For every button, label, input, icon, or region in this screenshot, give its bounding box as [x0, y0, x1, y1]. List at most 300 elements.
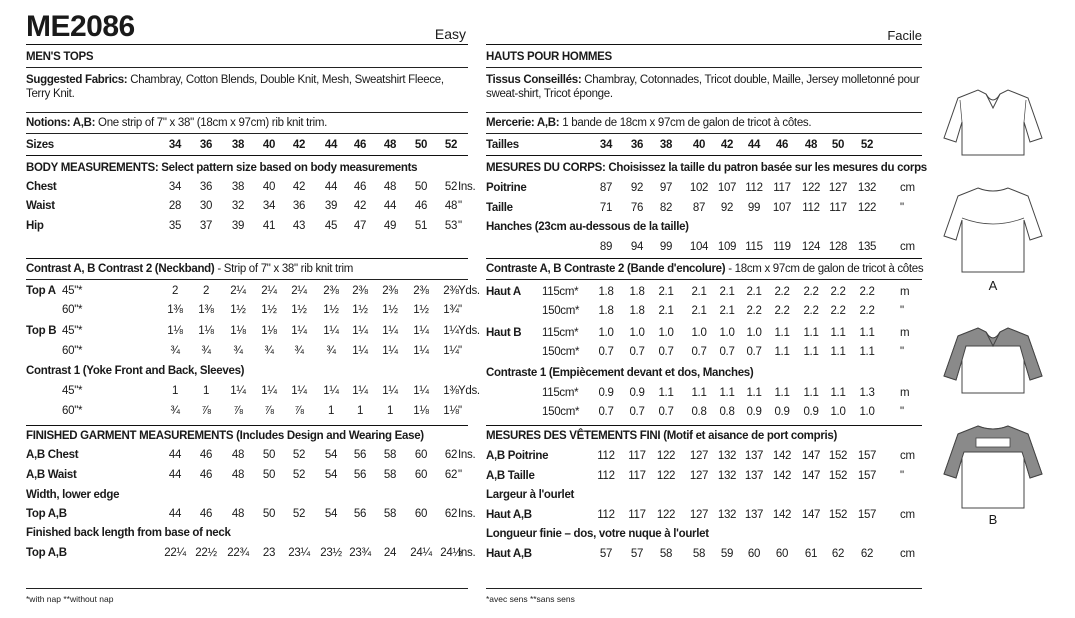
size-value: 36: [292, 200, 306, 212]
size-value: 107: [772, 202, 792, 214]
size-value: 60: [747, 548, 761, 560]
size-value: 2.2: [774, 305, 790, 317]
category-heading-label: MEN'S TOPS: [26, 51, 94, 63]
size-value: 49: [383, 220, 397, 232]
size-value: 56: [353, 469, 367, 481]
size-value: 1⅜: [443, 385, 459, 397]
size-value: 2.1: [691, 305, 707, 317]
suggested-fabrics-label: Suggested Fabrics:: [26, 74, 128, 86]
size-value: 117: [628, 450, 646, 462]
size-value: 62: [444, 469, 458, 481]
size-value: 112: [597, 450, 615, 462]
size-value: 1¼: [230, 385, 246, 397]
size-value: 23¾: [349, 547, 371, 559]
divider-rule: [486, 67, 922, 68]
yardage-row-label: Haut A: [486, 286, 521, 298]
divider-rule: [26, 155, 468, 156]
size-value: 97: [659, 182, 673, 194]
size-value: 0.7: [598, 406, 614, 418]
size-value: 112: [745, 182, 763, 194]
finished-row-unit: ": [900, 470, 904, 482]
length-heading-label: Longueur finie – dos, votre nuque à l'ourlet: [486, 528, 709, 540]
size-value: 1⅛: [167, 325, 183, 337]
contrast-ab-heading-label: Contraste A, B Contraste 2 (Bande d'encolure): [486, 263, 726, 275]
size-value: 34: [168, 181, 182, 193]
size-value: 40: [262, 181, 276, 193]
size-value: 39: [231, 220, 245, 232]
size-value: 1.1: [803, 327, 819, 339]
yardage-row-fabric-width: 45"*: [62, 325, 83, 337]
size-value: 2: [202, 285, 210, 297]
body-row-unit: ": [900, 202, 904, 214]
size-value: 1¼: [413, 345, 429, 357]
size-value: 23: [262, 547, 276, 559]
size-value: 142: [772, 450, 792, 462]
size-value: 1½: [323, 304, 339, 316]
size-value: 0.7: [658, 346, 674, 358]
yardage-row-fabric-width: 60"*: [62, 345, 83, 357]
difficulty-level: Easy: [434, 26, 466, 42]
size-value: 45: [324, 220, 338, 232]
yardage-row-unit: ": [458, 345, 462, 357]
size-value: ¾: [201, 345, 211, 357]
size-value: 147: [801, 470, 821, 482]
finished-row-label: A,B Chest: [26, 449, 79, 461]
size-value: 62: [860, 548, 874, 560]
finished-row-unit: cm: [900, 450, 915, 462]
size-value: ⅞: [294, 405, 304, 417]
finished-heading: [486, 429, 922, 443]
size-value: 1½: [352, 304, 368, 316]
size-value: 1.0: [719, 327, 735, 339]
size-header: 50: [831, 139, 845, 151]
divider-rule: [486, 44, 922, 45]
body-measurements-heading-label: MESURES DU CORPS: Choisissez la taille du patron basée sur les mesures du corps: [486, 162, 927, 174]
pattern-number: ME2086: [26, 10, 135, 43]
size-value: 137: [744, 450, 764, 462]
size-value: 112: [802, 202, 820, 214]
size-value: 157: [857, 509, 877, 521]
size-value: 142: [772, 509, 792, 521]
size-value: 1.8: [629, 305, 645, 317]
size-value: 2.1: [658, 305, 674, 317]
size-value: 1.1: [859, 346, 875, 358]
size-value: 1.8: [598, 286, 614, 298]
size-value: 62: [444, 508, 458, 520]
size-value: 54: [324, 469, 338, 481]
size-value: 42: [353, 200, 367, 212]
size-value: 46: [414, 200, 428, 212]
size-value: 48: [231, 508, 245, 520]
divider-rule: [26, 588, 468, 589]
finished-heading-label: FINISHED GARMENT MEASUREMENTS (Includes Design and Wearing Ease): [26, 430, 424, 442]
body-row-label: Hip: [26, 220, 44, 232]
size-value: 0.7: [629, 406, 645, 418]
size-value: 46: [199, 449, 213, 461]
size-value: 0.7: [658, 406, 674, 418]
size-value: 0.7: [691, 346, 707, 358]
divider-rule: [26, 67, 468, 68]
size-value: 50: [262, 449, 276, 461]
body-row-label: Poitrine: [486, 182, 527, 194]
size-value: 1: [327, 405, 335, 417]
size-value: 1.1: [803, 346, 819, 358]
size-value: ¾: [264, 345, 274, 357]
size-value: 58: [659, 548, 673, 560]
size-value: 122: [656, 470, 676, 482]
size-value: 52: [292, 469, 306, 481]
size-value: 2.1: [658, 286, 674, 298]
body-row-unit: Ins.: [458, 181, 476, 193]
divider-rule: [486, 258, 922, 259]
size-value: 1⅛: [198, 325, 214, 337]
length-row-label: Haut A,B: [486, 548, 532, 560]
size-value: 47: [353, 220, 367, 232]
size-value: 52: [444, 181, 458, 193]
size-value: 41: [262, 220, 276, 232]
contrast-1-heading-label: Contraste 1 (Empiècement devant et dos, Manches): [486, 367, 754, 379]
size-value: 2.2: [774, 286, 790, 298]
size-value: 1¼: [382, 345, 398, 357]
size-value: 48: [231, 469, 245, 481]
size-value: 1.1: [830, 327, 846, 339]
size-value: 127: [689, 450, 709, 462]
contrast-1-row-unit: Yds.: [458, 385, 480, 397]
size-value: 42: [292, 181, 306, 193]
size-value: 1.1: [830, 387, 846, 399]
category-heading-label: HAUTS POUR HOMMES: [486, 51, 612, 63]
size-value: 1.0: [746, 327, 762, 339]
size-value: 117: [829, 202, 847, 214]
size-value: 1½: [261, 304, 277, 316]
size-value: ⅞: [233, 405, 243, 417]
size-value: 152: [828, 509, 848, 521]
size-value: 23¼: [288, 547, 310, 559]
divider-rule: [26, 112, 468, 113]
garment-illustrations: [938, 0, 1048, 613]
length-heading: [486, 527, 922, 541]
size-header: 44: [747, 139, 761, 151]
suggested-fabrics-label: Tissus Conseillés:: [486, 74, 582, 86]
hip-heading: [486, 220, 922, 234]
size-value: 56: [353, 449, 367, 461]
view-a-back-sketch: [944, 188, 1042, 272]
size-value: 44: [383, 200, 397, 212]
body-measurements-heading-label: BODY MEASUREMENTS: Select pattern size based on body measurements: [26, 162, 418, 174]
size-header: 38: [659, 139, 673, 151]
size-value: 57: [630, 548, 644, 560]
size-header: 52: [860, 139, 874, 151]
yardage-row-fabric-width: 45"*: [62, 285, 83, 297]
contrast-1-row-fabric-width: 45"*: [62, 385, 83, 397]
finished-heading: [26, 429, 468, 443]
notions-label: Mercerie: A,B:: [486, 117, 560, 129]
size-value: 1⅛: [230, 325, 246, 337]
size-value: 1¼: [382, 325, 398, 337]
size-header: 48: [804, 139, 818, 151]
size-value: 122: [656, 509, 676, 521]
notions: [26, 116, 468, 130]
difficulty-level: Facile: [887, 28, 922, 43]
contrast-ab-heading-text: - Strip of 7" x 38" rib knit trim: [217, 263, 354, 275]
contrast-ab-heading: [26, 262, 468, 276]
size-value: 1.1: [691, 387, 707, 399]
size-header: 46: [775, 139, 789, 151]
size-value: 36: [199, 181, 213, 193]
finished-row-label: A,B Waist: [26, 469, 77, 481]
finished-row-unit: ": [458, 469, 462, 481]
size-value: 0.9: [629, 387, 645, 399]
size-value: 62: [444, 449, 458, 461]
size-value: 48: [383, 181, 397, 193]
size-value: 22¼: [164, 547, 186, 559]
size-value: ¾: [170, 345, 180, 357]
size-value: 51: [414, 220, 428, 232]
size-value: 2¼: [230, 285, 246, 297]
size-value: 1½: [230, 304, 246, 316]
size-value: 1½: [413, 304, 429, 316]
size-value: 50: [262, 469, 276, 481]
size-value: 56: [353, 508, 367, 520]
yardage-row-unit: Yds.: [458, 325, 480, 337]
divider-rule: [26, 44, 468, 45]
yardage-row-fabric-width: 115cm*: [542, 327, 579, 339]
size-value: 32: [231, 200, 245, 212]
size-value: 124: [801, 241, 821, 253]
body-row-label: Taille: [486, 202, 513, 214]
body-row-label: Chest: [26, 181, 57, 193]
size-value: 1: [356, 405, 364, 417]
size-value: 92: [720, 202, 734, 214]
length-row-unit: Ins.: [458, 547, 476, 559]
size-value: 2.1: [746, 286, 762, 298]
size-value: 1.0: [830, 406, 846, 418]
yardage-row-unit: ": [900, 346, 904, 358]
size-value: 137: [744, 470, 764, 482]
size-value: 58: [383, 449, 397, 461]
contrast-ab-heading-label: Contrast A, B Contrast 2 (Neckband): [26, 263, 215, 275]
size-value: 58: [692, 548, 706, 560]
width-heading-label: Width, lower edge: [26, 489, 120, 501]
size-value: 22½: [195, 547, 217, 559]
size-value: 54: [324, 508, 338, 520]
size-value: 62: [831, 548, 845, 560]
size-value: 1¼: [443, 325, 459, 337]
size-value: 119: [773, 241, 791, 253]
size-value: 61: [804, 548, 818, 560]
notions: [486, 116, 922, 130]
size-value: 1¼: [382, 385, 398, 397]
size-value: 1⅛: [261, 325, 277, 337]
size-header: 50: [414, 139, 428, 151]
contrast-1-row-fabric-width: 60"*: [62, 405, 83, 417]
size-value: ¾: [294, 345, 304, 357]
suggested-fabrics: [26, 73, 468, 101]
size-value: 2⅜: [323, 285, 339, 297]
length-row-unit: cm: [900, 548, 915, 560]
size-value: 112: [597, 509, 615, 521]
size-value: 60: [414, 508, 428, 520]
size-value: 50: [262, 508, 276, 520]
size-value: 157: [857, 470, 877, 482]
yardage-row-unit: ": [458, 304, 462, 316]
divider-rule: [26, 279, 468, 280]
size-value: 1⅛: [413, 405, 429, 417]
size-value: 1.1: [746, 387, 762, 399]
size-value: 87: [599, 182, 613, 194]
yardage-row-unit: Yds.: [458, 285, 480, 297]
size-header: 36: [630, 139, 644, 151]
size-header: 46: [353, 139, 367, 151]
size-value: 30: [199, 200, 213, 212]
size-value: 58: [383, 469, 397, 481]
size-value: 92: [630, 182, 644, 194]
size-value: 82: [659, 202, 673, 214]
size-value: 2⅜: [382, 285, 398, 297]
width-row-unit: Ins.: [458, 508, 476, 520]
size-value: 1½: [382, 304, 398, 316]
size-value: 117: [628, 470, 646, 482]
size-value: 102: [689, 182, 709, 194]
size-value: 147: [801, 509, 821, 521]
finished-row-label: A,B Poitrine: [486, 450, 549, 462]
size-value: 1¼: [413, 325, 429, 337]
notions-text: 1 bande de 18cm x 97cm de galon de tricot à côtes.: [562, 117, 812, 129]
contrast-1-heading-label: Contrast 1 (Yoke Front and Back, Sleeves): [26, 365, 245, 377]
width-row-unit: cm: [900, 509, 915, 521]
size-value: 1.1: [859, 327, 875, 339]
size-value: 147: [801, 450, 821, 462]
size-header: 38: [231, 139, 245, 151]
size-value: 46: [199, 508, 213, 520]
size-value: 1.1: [774, 387, 790, 399]
notions-label: Notions: A,B:: [26, 117, 96, 129]
size-value: 44: [168, 469, 182, 481]
size-value: 128: [828, 241, 848, 253]
suggested-fabrics: [486, 73, 922, 101]
size-value: 1¼: [291, 325, 307, 337]
size-header: 40: [262, 139, 276, 151]
size-value: 1.1: [658, 387, 674, 399]
divider-rule: [26, 425, 468, 426]
contrast-1-row-unit: ": [458, 405, 462, 417]
view-b-back-sketch: [944, 426, 1042, 508]
size-value: 135: [857, 241, 877, 253]
contrast-1-row-unit: ": [900, 406, 904, 418]
divider-rule: [486, 133, 922, 134]
size-value: 35: [168, 220, 182, 232]
size-value: 57: [599, 548, 613, 560]
size-value: 0.7: [598, 346, 614, 358]
size-value: 1¼: [291, 385, 307, 397]
yardage-row-unit: m: [900, 327, 910, 339]
width-row-label: Top A,B: [26, 508, 67, 520]
yardage-row-fabric-width: 150cm*: [542, 346, 580, 358]
size-value: 43: [292, 220, 306, 232]
size-value: ⅞: [264, 405, 274, 417]
size-value: 52: [292, 508, 306, 520]
size-value: 71: [599, 202, 613, 214]
size-value: 1¾: [443, 304, 459, 316]
size-value: 53: [444, 220, 458, 232]
size-value: 1.0: [691, 327, 707, 339]
size-value: 39: [324, 200, 338, 212]
size-value: 157: [857, 450, 877, 462]
size-header: 40: [692, 139, 706, 151]
category-heading: [486, 50, 922, 64]
size-value: 60: [414, 449, 428, 461]
size-value: 1.8: [629, 286, 645, 298]
size-value: 1¼: [352, 345, 368, 357]
hip-row-unit: cm: [900, 241, 915, 253]
size-value: 1¼: [352, 385, 368, 397]
divider-rule: [486, 279, 922, 280]
size-value: 2.2: [830, 286, 846, 298]
body-row-label: Waist: [26, 200, 55, 212]
size-header: 52: [444, 139, 458, 151]
yardage-row-unit: ": [900, 305, 904, 317]
size-value: 1½: [291, 304, 307, 316]
length-heading: [26, 526, 468, 540]
divider-rule: [486, 155, 922, 156]
size-value: 117: [628, 509, 646, 521]
size-value: 132: [717, 509, 737, 521]
finished-heading-label: MESURES DES VÊTEMENTS FINI (Motif et aisance de port compris): [486, 430, 838, 442]
size-header: 44: [324, 139, 338, 151]
size-value: 99: [659, 241, 673, 253]
size-value: 87: [692, 202, 706, 214]
yardage-row-label: Top B: [26, 325, 57, 337]
size-value: ¾: [233, 345, 243, 357]
size-value: 1⅜: [167, 304, 183, 316]
size-value: 1: [202, 385, 210, 397]
size-value: 127: [828, 182, 848, 194]
width-heading: [26, 488, 468, 502]
size-value: 54: [324, 449, 338, 461]
size-value: 1.1: [830, 346, 846, 358]
size-value: 2⅜: [443, 285, 459, 297]
size-value: 1.1: [803, 387, 819, 399]
size-value: 142: [772, 470, 792, 482]
size-value: 0.7: [746, 346, 762, 358]
size-value: 0.9: [598, 387, 614, 399]
size-value: 46: [199, 469, 213, 481]
size-value: 0.9: [803, 406, 819, 418]
size-value: 1⅛: [443, 405, 459, 417]
size-value: 2.2: [830, 305, 846, 317]
width-heading: [486, 488, 922, 502]
length-heading-label: Finished back length from base of neck: [26, 527, 231, 539]
size-value: 2⅜: [413, 285, 429, 297]
size-value: 2.2: [803, 305, 819, 317]
size-value: 0.7: [719, 346, 735, 358]
divider-rule: [26, 133, 468, 134]
size-value: 1¼: [323, 325, 339, 337]
finished-row-unit: Ins.: [458, 449, 476, 461]
size-value: 1¼: [323, 385, 339, 397]
size-value: 60: [775, 548, 789, 560]
size-value: 24¼: [410, 547, 432, 559]
footnote: *with nap **without nap: [26, 594, 114, 604]
size-value: 0.9: [774, 406, 790, 418]
size-value: 94: [630, 241, 644, 253]
size-value: 1: [386, 405, 394, 417]
size-value: 2.2: [859, 305, 875, 317]
size-value: 2¼: [261, 285, 277, 297]
size-value: 44: [168, 449, 182, 461]
size-value: 50: [414, 181, 428, 193]
sizes-label: Sizes: [26, 139, 54, 151]
